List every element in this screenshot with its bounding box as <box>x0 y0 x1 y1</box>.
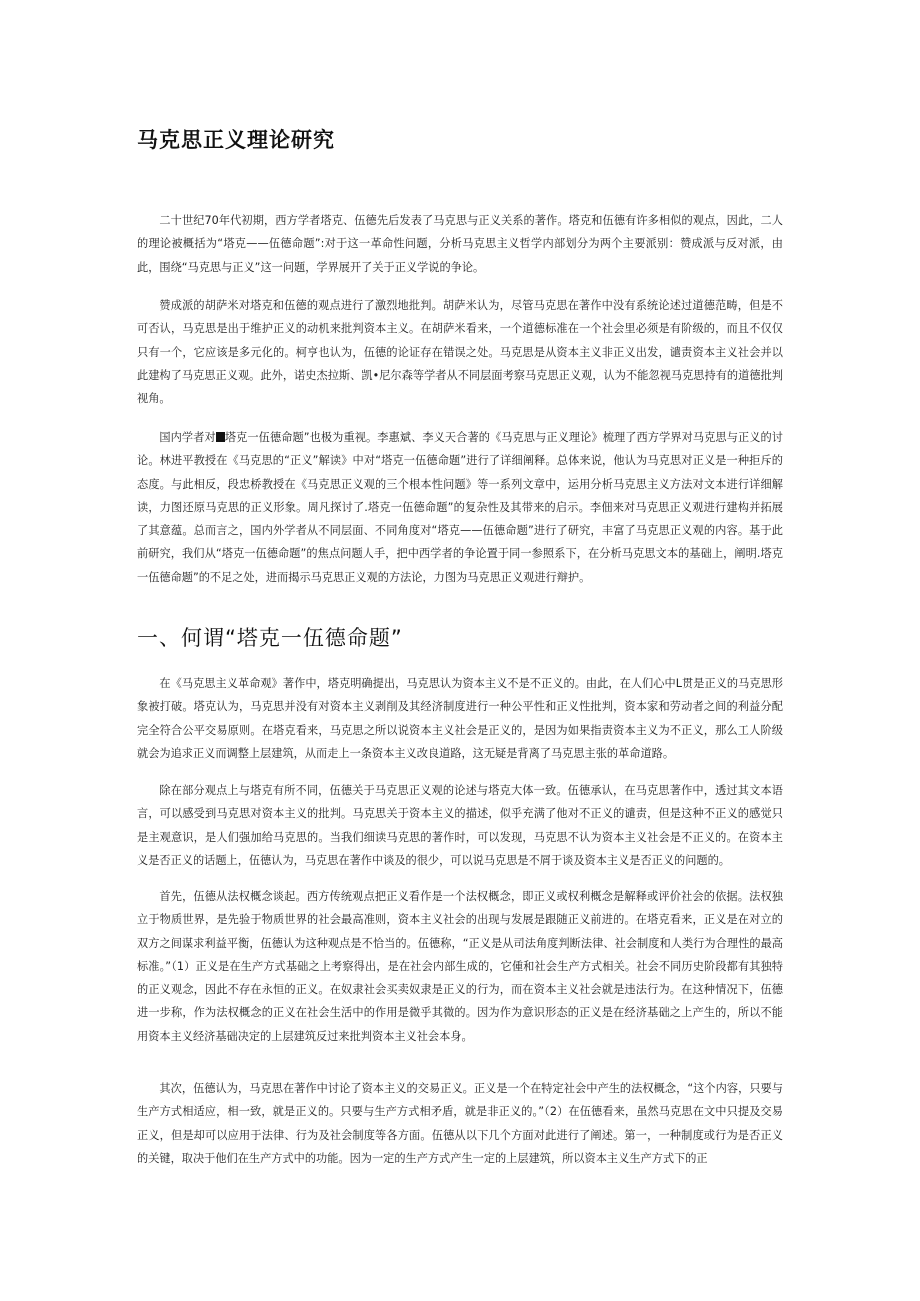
redaction-mark-icon <box>216 432 225 442</box>
section-paragraph-1: 在《马克思主义革命观》著作中，塔克明确提出，马克思认为资本主义不是不正义的。由此，在人们心中L贯是正义的马克思形象被打破。塔克认为，马克思并没有对资本主义剥削及其经济制度进行一种公平性和正义性批判，资本家和劳动者之间的利益分配完全符合公平交易原则。在塔克看来，马克思之所以说资本主义社会是正义的，是因为如果指责资本主义为不正义，那么工人阶级就会为追求正义而调整上层建筑，从而走上一条资本主义改良道路，这无疑是背离了马克思主张的革命道路。 <box>137 677 783 760</box>
section-paragraph-3: 首先，伍德从法权概念谈起。西方传统观点把正义看作是一个法权概念，即正义或权利概念是解释或评价社会的依据。法权独立于物质世界，是先验于物质世界的社会最高准则，资本主义社会的出现与发展是跟随正义前进的。在塔克看来，正义是在对立的双方之间谋求利益平衡，伍德认为这种观点是不恰当的。伍德称，“正义是从司法角度判断法律、社会制度和人类行为合理性的最高标准。”（1）正义是在生产方式基础之上考察得出，是在社会内部生成的，它偅和社会生产方式相关。社会不同历史阶段都有其独特的正义观念，因此不存在永恒的正义。在奴隶社会买卖奴隶是正义的行为，而在资本主义社会就是违法行为。在这种情况下，伍德进一步称，作为法权概念的正义在社会生活中的作用是微乎其微的。因为作为意识形态的正义是在经济基础之上产生的，所以不能用资本主义经济基础决定的上层建筑反过来批判资本主义社会本身。 <box>137 890 783 1043</box>
document-title: 马克思正义理论研究 <box>137 128 335 152</box>
paragraph-text-segment: 塔克一伍德命题”也极为重视。李惠斌、李义天合著的《马克思与正义理论》梳理了西方学界对马克思与正义的讨论。林进平教授在《马克思的“正义”解读》中对“塔克一伍德命题”进行了详细阐释。总体来说，他认为马克思对正义是一种拒斥的态度。与此相反，段忠桥教授在《马克思正义观的三个根本性问题》等一系列文章中，运用分析马克思主义方法对文本进行详细解读，力图还原马克思的正义形象。周凡探讨了.塔克一伍德命题”的复杂性及其带来的启示。李佃来对马克思正义观进行建构并拓展了其意蕴。总而言之，国内外学者从不同层面、不同角度对“塔克——伍德命题”进行了研究，丰富了马克思正义观的内容。基于此前研究，我们从“塔克一伍德命题”的焦点问题人手，把中西学者的争论置于同一参照系下，在分析马克思文本的基础上，阐明.塔克一伍德命题”的不足之处，进而揭示马克思正义观的方法论，力图为马克思正义观进行辩护。 <box>137 431 783 584</box>
section-paragraph-4: 其次，伍德认为，马克思在著作中讨论了资本主义的交易正义。正义是一个在特定社会中产生的法权概念，“这个内容，只要与生产方式相适应，相一致，就是正义的。只要与生产方式相矛盾，就是非正义的。”（2）在伍德看来，虽然马克思在文中只提及交易正义，但是却可以应用于法律、行为及社会制度等各方面。伍德从以下几个方面对此进行了阐述。第一，一种制度或行为是否正义的关键，取决于他们在生产方式中的功能。因为一定的生产方式产生一定的上层建筑，所以资本主义生产方式下的正 <box>137 1082 783 1165</box>
paragraph-text-segment: 国内学者对 <box>159 431 216 444</box>
section-paragraph-2: 除在部分观点上与塔克有所不同，伍德关于马克思正义观的论述与塔克大体一致。伍德承认，在马克思著作中，透过其文本语言，可以感受到马克思对资本主义的批判。马克思关于资本主义的描述，似乎充满了他对不正义的谴责，但是这种不正义的感觉只是主观意识，是人们强加给马克思的。当我们细读马克思的著作时，可以发现，马克思不认为资本主义社会是不正义的。在资本主义是否正义的话题上，伍德认为，马克思在著作中谈及的很少，可以说马克思是不屑于谈及资本主义是否正义的问题的。 <box>137 784 783 867</box>
intro-paragraph-1: 二十世纪70年代初期，西方学者塔克、伍德先后发表了马克思与正义关系的著作。塔克和伍德有许多相似的观点，因此，二人的理论被概括为“塔克——伍德命题”:对于这一革命性问题，分析马克思主义哲学内部划分为两个主要派别：赞成派与反对派，由此，围绕“马克思与正义”这一问题，学界展开了关于正义学说的争论。 <box>137 214 783 274</box>
section-heading: 一、何谓“塔克一伍德命题” <box>137 626 403 650</box>
intro-paragraph-3 <box>137 426 783 589</box>
intro-paragraph-2: 赞成派的胡萨米对塔克和伍德的观点进行了激烈地批判。胡萨米认为，尽管马克思在著作中没有系统论述过道德范畴，但是不可否认，马克思是出于维护正义的动机来批判资本主义。在胡萨米看来，一个道德标准在一个社会里必须是有阶级的，而且不仅仅只有一个，它应该是多元化的。柯亨也认为，伍德的论证存在错误之处。马克思是从资本主义非正义出发，谴责资本主义社会并以此建构了马克思正义观。此外，诺史杰拉斯、凯•尼尔森等学者从不同层面考察马克思正义观，认为不能忽视马克思持有的道德批判视角。 <box>137 299 783 406</box>
